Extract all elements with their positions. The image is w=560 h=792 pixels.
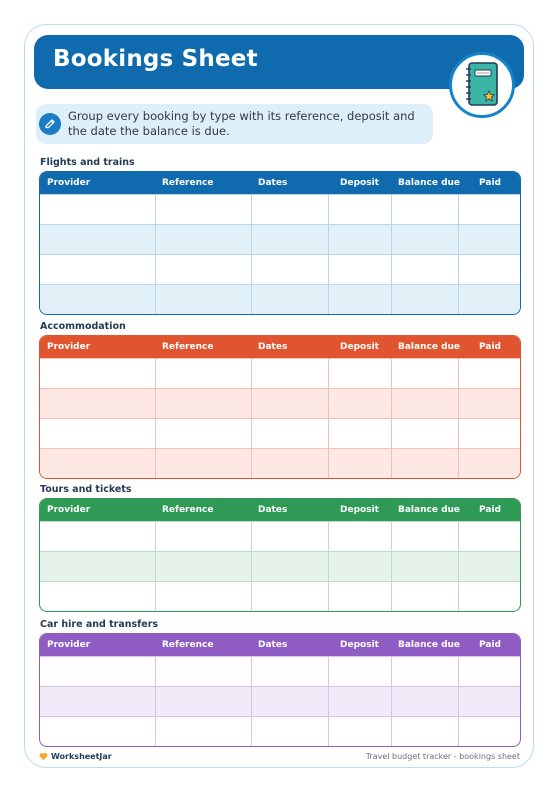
heart-icon [39,752,48,761]
table-row [40,717,521,747]
cell-balance-due[interactable] [391,449,458,479]
cell-reference[interactable] [155,255,251,285]
cell-paid[interactable] [458,359,521,389]
table-tours [39,498,521,612]
column-header-reference: Reference [162,342,214,352]
cell-deposit[interactable] [328,225,391,255]
section-title-car: Car hire and transfers [40,619,159,630]
section-title-tours: Tours and tickets [40,484,132,495]
cell-reference[interactable] [155,389,251,419]
table-flights [39,171,521,315]
cell-paid[interactable] [458,449,521,479]
table-row [40,419,521,449]
pencil-icon [39,113,61,135]
cell-provider[interactable] [40,255,155,285]
column-header-dates: Dates [258,342,288,352]
column-header-deposit: Deposit [340,342,379,352]
cell-deposit[interactable] [328,582,391,612]
footer-caption: Travel budget tracker - bookings sheet [365,752,520,761]
table-row [40,389,521,419]
cell-paid[interactable] [458,255,521,285]
column-header-dates: Dates [258,640,288,650]
column-header-balance-due: Balance due [398,342,461,352]
cell-reference[interactable] [155,582,251,612]
table-row [40,657,521,687]
column-header-reference: Reference [162,640,214,650]
column-header-paid: Paid [479,178,501,188]
cell-paid[interactable] [458,522,521,552]
cell-reference[interactable] [155,552,251,582]
cell-balance-due[interactable] [391,582,458,612]
column-header-deposit: Deposit [340,640,379,650]
cell-paid[interactable] [458,717,521,747]
column-header-balance-due: Balance due [398,178,461,188]
cell-paid[interactable] [458,285,521,315]
column-header-provider: Provider [47,342,91,352]
table-row [40,195,521,225]
cell-deposit[interactable] [328,255,391,285]
cell-paid[interactable] [458,195,521,225]
table-row [40,582,521,612]
column-header-provider: Provider [47,178,91,188]
cell-provider[interactable] [40,449,155,479]
cell-balance-due[interactable] [391,359,458,389]
cell-provider[interactable] [40,419,155,449]
footer-brand: WorksheetJar [51,752,112,761]
cell-paid[interactable] [458,687,521,717]
column-header-provider: Provider [47,505,91,515]
table-header-row [40,499,521,522]
cell-dates[interactable] [251,225,328,255]
cell-balance-due[interactable] [391,687,458,717]
cell-balance-due[interactable] [391,419,458,449]
cell-reference[interactable] [155,419,251,449]
cell-reference[interactable] [155,522,251,552]
column-header-reference: Reference [162,178,214,188]
cell-reference[interactable] [155,359,251,389]
table-header-row [40,172,521,195]
cell-reference[interactable] [155,717,251,747]
table-row [40,449,521,479]
column-header-deposit: Deposit [340,505,379,515]
cell-provider[interactable] [40,552,155,582]
cell-reference[interactable] [155,225,251,255]
cell-provider[interactable] [40,717,155,747]
cell-dates[interactable] [251,717,328,747]
cell-dates[interactable] [251,552,328,582]
cell-dates[interactable] [251,359,328,389]
notebook-icon [465,61,499,107]
table-row [40,255,521,285]
cell-balance-due[interactable] [391,255,458,285]
table-header-row [40,634,521,657]
cell-balance-due[interactable] [391,285,458,315]
table-row [40,522,521,552]
cell-provider[interactable] [40,522,155,552]
cell-dates[interactable] [251,522,328,552]
cell-provider[interactable] [40,195,155,225]
cell-dates[interactable] [251,687,328,717]
column-header-dates: Dates [258,505,288,515]
cell-dates[interactable] [251,657,328,687]
cell-provider[interactable] [40,389,155,419]
cell-dates[interactable] [251,285,328,315]
cell-paid[interactable] [458,389,521,419]
cell-reference[interactable] [155,195,251,225]
cell-dates[interactable] [251,582,328,612]
cell-deposit[interactable] [328,359,391,389]
cell-dates[interactable] [251,419,328,449]
cell-dates[interactable] [251,449,328,479]
cell-dates[interactable] [251,255,328,285]
column-header-deposit: Deposit [340,178,379,188]
cell-deposit[interactable] [328,657,391,687]
intro-text: Group every booking by type with its reference, deposit and the date the balance is due. [68,109,415,138]
cell-deposit[interactable] [328,419,391,449]
cell-paid[interactable] [458,225,521,255]
cell-deposit[interactable] [328,522,391,552]
cell-reference[interactable] [155,449,251,479]
cell-deposit[interactable] [328,389,391,419]
notebook-badge [449,52,515,118]
cell-provider[interactable] [40,225,155,255]
table-row [40,687,521,717]
cell-paid[interactable] [458,552,521,582]
cell-reference[interactable] [155,687,251,717]
column-header-paid: Paid [479,505,501,515]
cell-balance-due[interactable] [391,522,458,552]
cell-dates[interactable] [251,195,328,225]
cell-balance-due[interactable] [391,195,458,225]
cell-deposit[interactable] [328,552,391,582]
cell-dates[interactable] [251,389,328,419]
cell-provider[interactable] [40,657,155,687]
table-row [40,359,521,389]
column-header-dates: Dates [258,178,288,188]
cell-deposit[interactable] [328,195,391,225]
cell-deposit[interactable] [328,687,391,717]
section-title-accommodation: Accommodation [40,321,126,332]
table-row [40,285,521,315]
column-header-balance-due: Balance due [398,505,461,515]
cell-deposit[interactable] [328,449,391,479]
table-car [39,633,521,747]
cell-provider[interactable] [40,687,155,717]
cell-provider[interactable] [40,359,155,389]
table-row [40,552,521,582]
column-header-paid: Paid [479,342,501,352]
cell-balance-due[interactable] [391,657,458,687]
column-header-balance-due: Balance due [398,640,461,650]
cell-balance-due[interactable] [391,389,458,419]
cell-paid[interactable] [458,419,521,449]
page-title: Bookings Sheet [53,46,258,72]
cell-deposit[interactable] [328,285,391,315]
cell-paid[interactable] [458,657,521,687]
cell-provider[interactable] [40,285,155,315]
column-header-reference: Reference [162,505,214,515]
column-header-provider: Provider [47,640,91,650]
cell-balance-due[interactable] [391,717,458,747]
table-header-row [40,336,521,359]
column-header-paid: Paid [479,640,501,650]
cell-balance-due[interactable] [391,225,458,255]
cell-reference[interactable] [155,285,251,315]
table-row [40,225,521,255]
table-accommodation [39,335,521,479]
cell-paid[interactable] [458,582,521,612]
section-title-flights: Flights and trains [40,157,135,168]
cell-reference[interactable] [155,657,251,687]
cell-provider[interactable] [40,582,155,612]
cell-balance-due[interactable] [391,552,458,582]
cell-deposit[interactable] [328,717,391,747]
